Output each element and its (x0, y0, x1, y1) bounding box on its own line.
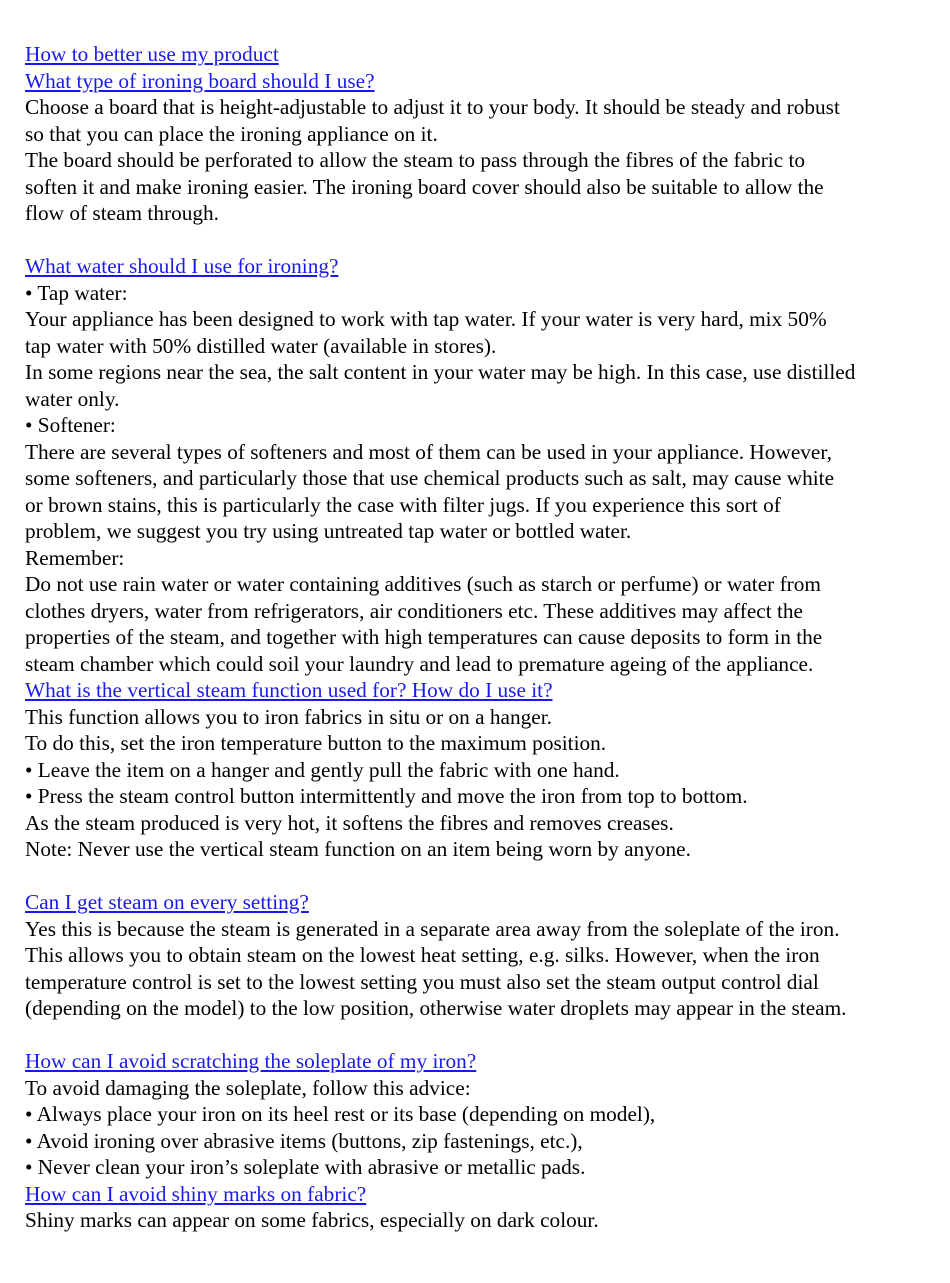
bullet-line: • Never clean your iron’s soleplate with abrasive or metallic pads. (25, 1155, 586, 1179)
paragraph-line: This allows you to obtain steam on the lowest heat setting, e.g. silks. However, when the iron (25, 943, 820, 967)
paragraph-line: so that you can place the ironing appliance on it. (25, 121, 438, 146)
paragraph-line: properties of the steam, and together with high temperatures can cause deposits to form in the (25, 625, 823, 649)
paragraph-line: flow of steam through. (25, 201, 220, 225)
paragraph-line: There are several types of softeners and most of them can be used in your appliance. However, (25, 439, 832, 464)
paragraph-line: Choose a board that is height-adjustable to adjust it to your body. It should be steady and robust (25, 95, 840, 119)
paragraph-line: To do this, set the iron temperature button to the maximum position. (25, 731, 607, 755)
question-scratching-link[interactable]: How can I avoid scratching the soleplate of my iron? (25, 1049, 477, 1073)
section-ironing-board (25, 68, 935, 227)
document-page (25, 41, 935, 1234)
paragraph-line: The board should be perforated to allow the steam to pass through the fibres of the fabric to (25, 148, 806, 172)
section-every-setting (25, 889, 935, 1022)
remember-label: Remember: (25, 545, 125, 570)
spacer (25, 1022, 935, 1049)
spacer (25, 227, 935, 254)
question-ironing-board-link[interactable]: What type of ironing board should I use? (25, 68, 375, 93)
section-vertical-steam (25, 677, 935, 863)
note-line: Note: Never use the vertical steam function on an item being worn by anyone. (25, 837, 691, 861)
paragraph-line: Yes this is because the steam is generated in a separate area away from the soleplate of the iron. (25, 916, 840, 941)
bullet-line: • Leave the item on a hanger and gently pull the fabric with one hand. (25, 757, 620, 782)
paragraph-line: To avoid damaging the soleplate, follow this advice: (25, 1075, 471, 1100)
paragraph-line: or brown stains, this is particularly the case with filter jugs. If you experience this sort of (25, 492, 781, 517)
paragraph-line: In some regions near the sea, the salt content in your water may be high. In this case, use distilled (25, 360, 856, 384)
paragraph-line: Your appliance has been designed to work with tap water. If your water is very hard, mix 50% (25, 307, 827, 331)
question-shiny-marks-link[interactable]: How can I avoid shiny marks on fabric? (25, 1181, 367, 1206)
bullet-heading: • Tap water: (25, 280, 128, 305)
paragraph-line: Shiny marks can appear on some fabrics, especially on dark colour. (25, 1208, 599, 1232)
section-scratching (25, 1048, 935, 1181)
paragraph-line: This function allows you to iron fabrics in situ or on a hanger. (25, 704, 553, 729)
bullet-heading: • Softener: (25, 413, 116, 437)
paragraph-line: soften it and make ironing easier. The ironing board cover should also be suitable to allow the (25, 174, 824, 199)
paragraph-line: clothes dryers, water from refrigerators, air conditioners etc. These additives may affect the (25, 598, 804, 623)
spacer (25, 863, 935, 890)
paragraph-line: problem, we suggest you try using untreated tap water or bottled water. (25, 519, 632, 543)
how-to-use-link[interactable]: How to better use my product (25, 42, 279, 66)
question-every-setting-link[interactable]: Can I get steam on every setting? (25, 890, 309, 914)
section-water (25, 253, 935, 677)
paragraph-line: Do not use rain water or water containing additives (such as starch or perfume) or water from (25, 572, 821, 596)
paragraph-line: temperature control is set to the lowest setting you must also set the steam output control dial (25, 969, 819, 994)
paragraph-line: steam chamber which could soil your laundry and lead to premature ageing of the appliance. (25, 651, 814, 676)
bullet-line: • Press the steam control button intermittently and move the iron from top to bottom. (25, 784, 748, 808)
paragraph-line: (depending on the model) to the low position, otherwise water droplets may appear in the steam. (25, 996, 847, 1020)
paragraph-line: As the steam produced is very hot, it softens the fibres and removes creases. (25, 810, 674, 835)
bullet-line: • Avoid ironing over abrasive items (buttons, zip fastenings, etc.), (25, 1128, 583, 1153)
paragraph-line: tap water with 50% distilled water (available in stores). (25, 333, 497, 358)
bullet-line: • Always place your iron on its heel rest or its base (depending on model), (25, 1102, 656, 1126)
question-water-link[interactable]: What water should I use for ironing? (25, 254, 339, 278)
paragraph-line: water only. (25, 386, 120, 411)
paragraph-line: some softeners, and particularly those that use chemical products such as salt, may cause white (25, 466, 835, 490)
question-vertical-steam-link[interactable]: What is the vertical steam function used for? How do I use it? (25, 678, 553, 702)
section-shiny-marks (25, 1181, 935, 1234)
